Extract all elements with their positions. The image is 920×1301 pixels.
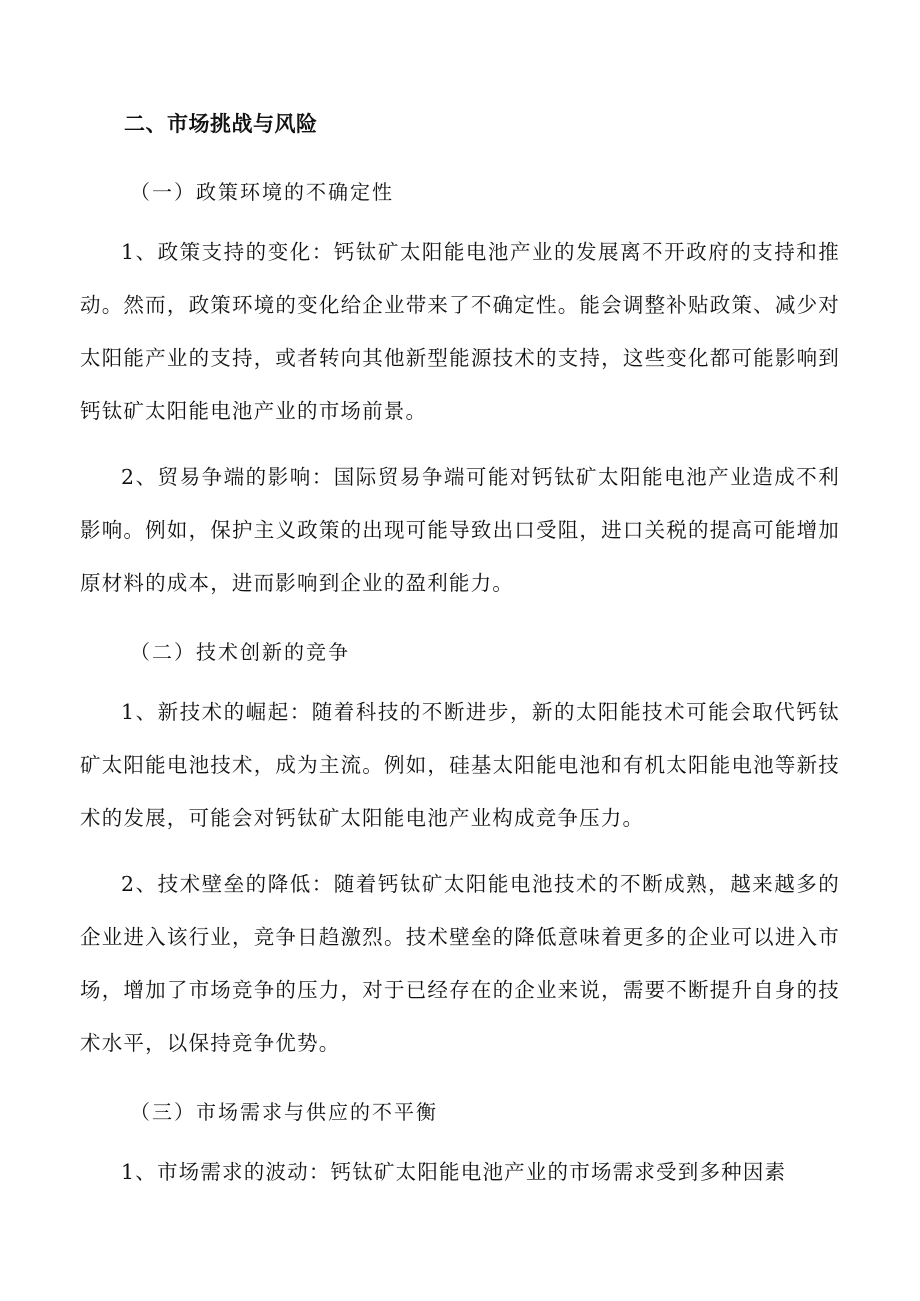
paragraph-demand-fluctuation: 1、市场需求的波动：钙钛矿太阳能电池产业的市场需求受到多种因素 [121,1160,787,1184]
paragraph-tech-barriers: 2、技术壁垒的降低：随着钙钛矿太阳能电池技术的不断成熟，越来越多的企业进入该行业，竞争日趋激烈。技术壁垒的降低意味着更多的企业可以进入市场，增加了市场竞争的压力，对于已经存在的企业来说，需要不断提升自身的技术水平，以保持竞争优势。 [80,872,840,1055]
paragraph-trade-disputes: 2、贸易争端的影响：国际贸易争端可能对钙钛矿太阳能电池产业造成不利影响。例如，保护主义政策的出现可能导致出口受阻，进口关税的提高可能增加原材料的成本，进而影响到企业的盈利能力。 [80,465,840,595]
section-title: 二、市场挑战与风险 [124,112,318,136]
paragraph-new-tech: 1、新技术的崛起：随着科技的不断进步，新的太阳能技术可能会取代钙钛矿太阳能电池技术，成为主流。例如，硅基太阳能电池和有机太阳能电池等新技术的发展，可能会对钙钛矿太阳能电池产业构成竞争压力。 [80,700,840,830]
subsection-title-tech: （二）技术创新的竞争 [130,640,350,664]
subsection-title-policy: （一）政策环境的不确定性 [130,180,394,204]
subsection-title-market: （三）市场需求与供应的不平衡 [130,1100,438,1124]
paragraph-policy-support: 1、政策支持的变化：钙钛矿太阳能电池产业的发展离不开政府的支持和推动。然而，政策环境的变化给企业带来了不确定性。能会调整补贴政策、减少对太阳能产业的支持，或者转向其他新型能源技术的支持，这些变化都可能影响到钙钛矿太阳能电池产业的市场前景。 [80,240,840,423]
